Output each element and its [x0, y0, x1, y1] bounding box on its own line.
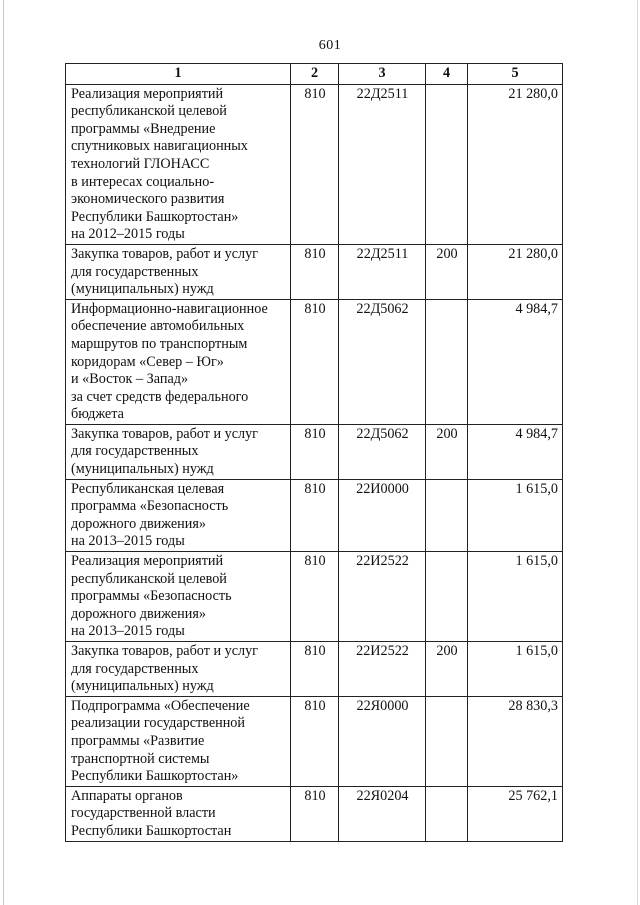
- row-ministry-code: 810: [291, 424, 339, 479]
- table-row: [66, 424, 563, 479]
- row-amount: 25 762,1: [468, 786, 563, 841]
- table-row: [66, 299, 563, 424]
- row-expense-type: 200: [426, 424, 468, 479]
- description-line: республиканской целевой: [71, 570, 227, 587]
- description-line: экономического развития: [71, 191, 225, 208]
- row-ministry-code: 810: [291, 479, 339, 551]
- description-line: в интересах социально-: [71, 173, 215, 190]
- row-ministry-code: 810: [291, 642, 339, 697]
- row-target-code: 22Д5062: [339, 424, 426, 479]
- row-amount: 21 280,0: [468, 84, 563, 244]
- row-expense-type: [426, 299, 468, 424]
- row-amount: 4 984,7: [468, 424, 563, 479]
- row-expense-type: [426, 696, 468, 786]
- description-line: Подпрограмма «Обеспечение: [71, 697, 250, 714]
- row-amount: 1 615,0: [468, 552, 563, 642]
- header-col-5: 5: [468, 64, 563, 85]
- row-amount: 28 830,3: [468, 696, 563, 786]
- row-amount: 21 280,0: [468, 244, 563, 299]
- description-line: и «Восток – Запад»: [71, 371, 189, 388]
- header-row: [66, 64, 563, 85]
- row-ministry-code: 810: [291, 696, 339, 786]
- scan-edge-right: [637, 0, 638, 905]
- row-target-code: 22И2522: [339, 642, 426, 697]
- row-target-code: 22Я0000: [339, 696, 426, 786]
- description-line: на 2013–2015 годы: [71, 533, 185, 550]
- row-amount: 1 615,0: [468, 642, 563, 697]
- header-col-3: 3: [339, 64, 426, 85]
- row-expense-type: [426, 84, 468, 244]
- header-col-4: 4: [426, 64, 468, 85]
- description-line: программы «Внедрение: [71, 120, 216, 137]
- description-line: Закупка товаров, работ и услуг: [71, 643, 258, 659]
- row-expense-type: 200: [426, 244, 468, 299]
- row-target-code: 22Я0204: [339, 786, 426, 841]
- description-line: для государственных: [71, 660, 199, 677]
- description-line: маршрутов по транспортным: [71, 335, 248, 352]
- description-line: Реализация мероприятий: [71, 553, 224, 570]
- header-col-1: 1: [66, 64, 291, 85]
- row-description: [66, 479, 291, 551]
- description-line: программа «Безопасность: [71, 498, 229, 515]
- description-line: дорожного движения»: [71, 515, 206, 532]
- description-line: Закупка товаров, работ и услуг: [71, 245, 258, 262]
- description-line: Республиканская целевая: [71, 480, 225, 497]
- row-target-code: 22И2522: [339, 552, 426, 642]
- description-line: Аппараты органов: [71, 787, 183, 804]
- row-expense-type: [426, 786, 468, 841]
- description-line: технологий ГЛОНАСС: [71, 155, 210, 172]
- row-ministry-code: 810: [291, 299, 339, 424]
- description-line: государственной власти: [71, 805, 216, 822]
- table-row: [66, 84, 563, 244]
- row-description: [66, 244, 291, 299]
- row-expense-type: [426, 552, 468, 642]
- description-line: транспортной системы: [71, 750, 210, 767]
- description-line: коридорам «Север – Юг»: [71, 353, 224, 370]
- budget-table: [65, 63, 563, 842]
- description-line: программы «Развитие: [71, 732, 205, 749]
- row-ministry-code: 810: [291, 552, 339, 642]
- row-expense-type: 200: [426, 642, 468, 697]
- description-line: Реализация мероприятий: [71, 85, 224, 102]
- description-line: на 2013–2015 годы: [71, 623, 185, 640]
- row-description: [66, 642, 291, 697]
- row-description: [66, 299, 291, 424]
- description-line: для государственных: [71, 263, 199, 280]
- table-row: [66, 696, 563, 786]
- table-row: [66, 786, 563, 841]
- description-line: на 2012–2015 годы: [71, 226, 185, 243]
- row-target-code: 22И0000: [339, 479, 426, 551]
- header-col-2: 2: [291, 64, 339, 85]
- table-row: [66, 552, 563, 642]
- table-row: [66, 244, 563, 299]
- row-description: [66, 424, 291, 479]
- description-line: (муниципальных) нужд: [71, 678, 214, 695]
- row-amount: 4 984,7: [468, 299, 563, 424]
- table-row: [66, 479, 563, 551]
- description-line: Республики Башкортостан: [71, 822, 232, 839]
- description-line: обеспечение автомобильных: [71, 318, 245, 335]
- row-description: [66, 552, 291, 642]
- description-line: для государственных: [71, 443, 199, 460]
- row-target-code: 22Д5062: [339, 299, 426, 424]
- description-line: бюджета: [71, 406, 124, 423]
- row-expense-type: [426, 479, 468, 551]
- description-line: Закупка товаров, работ и услуг: [71, 425, 258, 442]
- row-description: [66, 84, 291, 244]
- description-line: (муниципальных) нужд: [71, 461, 214, 478]
- scan-edge-left: [3, 0, 4, 905]
- table-body: [66, 84, 563, 841]
- description-line: реализации государственной: [71, 715, 245, 732]
- table-row: [66, 642, 563, 697]
- description-line: спутниковых навигационных: [71, 138, 248, 155]
- row-ministry-code: 810: [291, 244, 339, 299]
- description-line: дорожного движения»: [71, 605, 206, 622]
- description-line: Республики Башкортостан»: [71, 768, 239, 785]
- page-number: 601: [318, 38, 342, 53]
- description-line: республиканской целевой: [71, 103, 227, 120]
- description-line: Информационно-навигационное: [71, 300, 268, 317]
- row-ministry-code: 810: [291, 84, 339, 244]
- row-target-code: 22Д2511: [339, 84, 426, 244]
- description-line: Республики Башкортостан»: [71, 208, 239, 225]
- row-description: [66, 786, 291, 841]
- row-description: [66, 696, 291, 786]
- row-target-code: 22Д2511: [339, 244, 426, 299]
- description-line: за счет средств федерального: [71, 388, 249, 405]
- row-ministry-code: 810: [291, 786, 339, 841]
- description-line: (муниципальных) нужд: [71, 281, 214, 298]
- row-amount: 1 615,0: [468, 479, 563, 551]
- description-line: программы «Безопасность: [71, 588, 232, 605]
